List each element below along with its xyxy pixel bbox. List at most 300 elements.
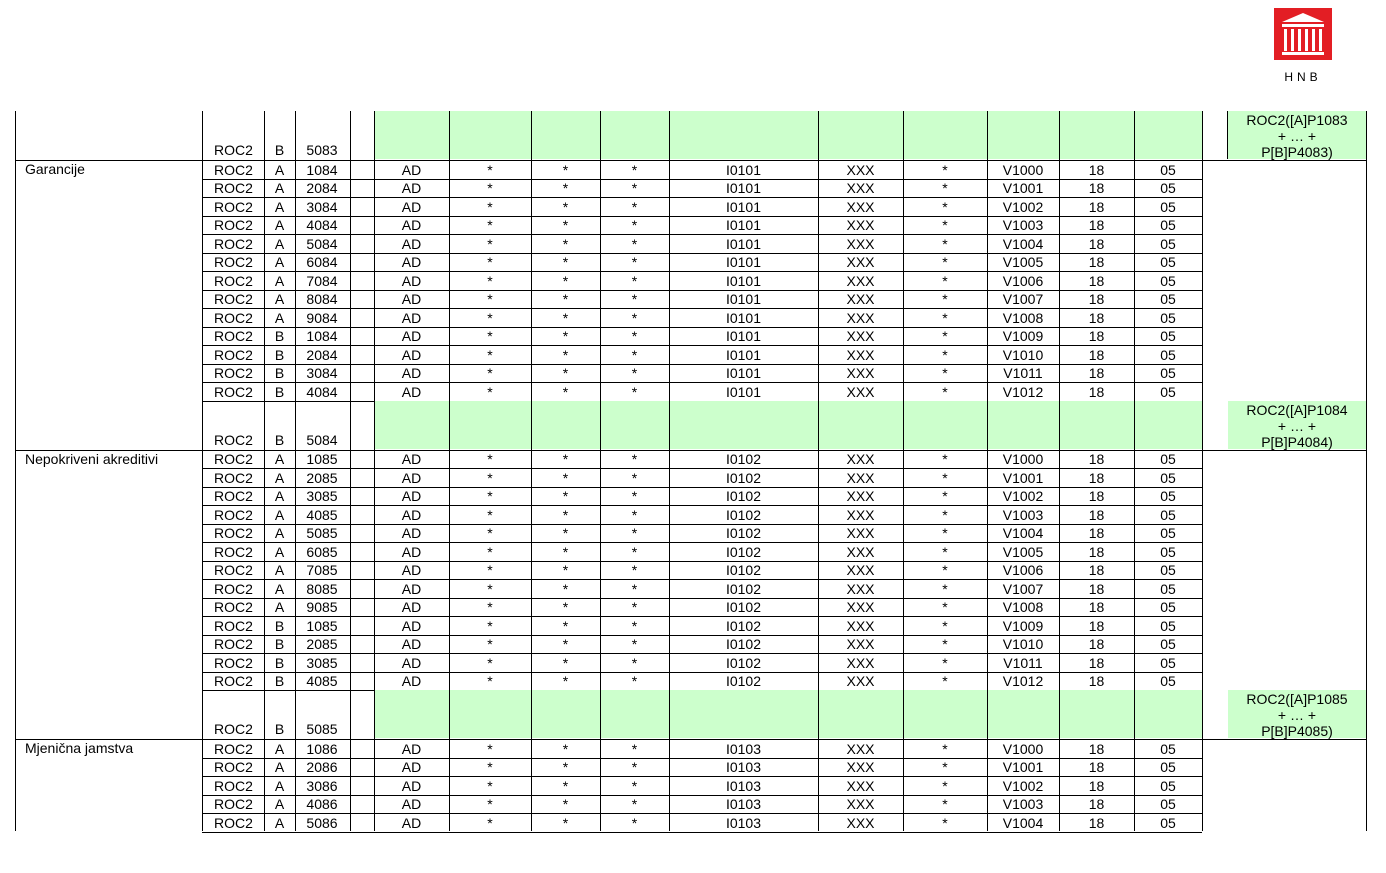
table-cell: AD [401, 796, 422, 812]
table-cell: * [631, 599, 638, 615]
table-cell: * [631, 636, 638, 652]
table-cell: * [631, 759, 638, 775]
table-cell: * [562, 328, 569, 344]
total-cell: 5085 [306, 721, 338, 737]
table-cell: ROC2 [214, 777, 253, 794]
table-cell: 05 [1160, 328, 1176, 344]
table-cell: 2084 [306, 346, 338, 363]
table-cell: XXX [846, 654, 875, 671]
table-cell: V1000 [1002, 740, 1044, 757]
table-cell: * [562, 254, 569, 270]
total-row-fill [375, 690, 1202, 738]
table-cell: 6084 [306, 254, 338, 270]
table-cell: * [631, 654, 638, 671]
table-cell: ROC2 [214, 346, 253, 363]
table-cell: ROC2 [214, 525, 253, 541]
table-cell: * [942, 796, 948, 812]
table-cell: * [562, 506, 569, 523]
table-cell: 3084 [306, 365, 338, 381]
table-cell: 3086 [306, 777, 338, 794]
table-cell: * [631, 309, 638, 326]
table-cell: AD [401, 777, 422, 794]
table-cell: * [487, 654, 493, 671]
table-cell: ROC2 [214, 198, 253, 215]
total-cell: ROC2 [214, 142, 253, 158]
table-cell: I0102 [725, 451, 762, 467]
table-cell: 05 [1160, 777, 1176, 794]
table-cell: * [942, 451, 948, 467]
table-cell: I0101 [725, 161, 762, 178]
table-cell: * [631, 580, 638, 597]
table-cell: ROC2 [214, 562, 253, 578]
table-cell: * [631, 543, 638, 560]
table-cell: I0102 [725, 580, 762, 597]
table-cell: ROC2 [214, 543, 253, 560]
table-cell: 8084 [306, 291, 338, 307]
table-cell: XXX [846, 599, 875, 615]
grid-vline [1366, 111, 1367, 831]
grid-vline [295, 111, 296, 831]
table-cell: 18 [1088, 328, 1105, 344]
table-cell: 4084 [306, 383, 338, 400]
row-divider [202, 832, 1202, 833]
table-cell: A [274, 777, 285, 794]
table-cell: 7084 [306, 272, 338, 289]
table-cell: * [631, 180, 638, 196]
logo-text: HNB [1284, 70, 1322, 84]
table-cell: * [631, 328, 638, 344]
table-cell: * [631, 814, 638, 831]
table-cell: V1008 [1002, 309, 1044, 326]
grid-vline [1202, 111, 1203, 831]
table-cell: 05 [1160, 180, 1176, 196]
table-cell: AD [401, 272, 422, 289]
table-cell: XXX [846, 759, 875, 775]
table-cell: * [562, 562, 569, 578]
table-cell: A [274, 291, 285, 307]
table-cell: AD [401, 599, 422, 615]
table-cell: I0102 [725, 654, 762, 671]
table-cell: 05 [1160, 525, 1176, 541]
table-cell: 1084 [306, 161, 338, 178]
table-cell: 9084 [306, 309, 338, 326]
table-cell: * [942, 272, 948, 289]
table-cell: AD [401, 254, 422, 270]
table-cell: A [274, 506, 285, 523]
table-cell: 2085 [306, 469, 338, 486]
grid-vline [15, 111, 16, 831]
table-cell: 05 [1160, 272, 1176, 289]
table-cell: * [562, 346, 569, 363]
table-cell: I0103 [725, 814, 762, 831]
table-cell: * [942, 759, 948, 775]
table-cell: I0101 [725, 198, 762, 215]
table-cell: I0102 [725, 562, 762, 578]
table-cell: * [487, 346, 493, 363]
table-cell: * [942, 543, 948, 560]
table-cell: * [487, 525, 493, 541]
table-cell: * [631, 506, 638, 523]
table-cell: A [274, 740, 285, 757]
table-cell: * [631, 346, 638, 363]
table-cell: 18 [1088, 383, 1105, 400]
table-cell: * [942, 488, 948, 504]
table-cell: ROC2 [214, 636, 253, 652]
table-cell: 3085 [306, 654, 338, 671]
table-cell: * [487, 673, 493, 689]
table-cell: V1004 [1002, 235, 1044, 252]
table-cell: XXX [846, 180, 875, 196]
table-cell: * [487, 617, 493, 634]
table-cell: A [274, 254, 285, 270]
table-cell: * [942, 654, 948, 671]
table-cell: * [631, 796, 638, 812]
table-cell: 18 [1088, 617, 1105, 634]
table-cell: XXX [846, 346, 875, 363]
table-cell: * [562, 654, 569, 671]
table-cell: * [942, 617, 948, 634]
section-label: Garancije [25, 161, 85, 177]
table-cell: * [562, 235, 569, 252]
total-cell: B [274, 721, 285, 737]
table-cell: V1001 [1002, 180, 1044, 196]
table-cell: I0103 [725, 777, 762, 794]
table-cell: A [274, 161, 285, 178]
table-cell: XXX [846, 796, 875, 812]
table-cell: 18 [1088, 365, 1105, 381]
table-cell: * [631, 383, 638, 400]
grid-vline [600, 111, 601, 831]
table-cell: I0101 [725, 254, 762, 270]
table-cell: I0101 [725, 309, 762, 326]
table-cell: A [274, 235, 285, 252]
table-cell: 18 [1088, 291, 1105, 307]
table-cell: 05 [1160, 814, 1176, 831]
table-cell: 18 [1088, 673, 1105, 689]
total-cell: 5083 [306, 142, 338, 158]
table-cell: A [274, 543, 285, 560]
table-cell: I0102 [725, 488, 762, 504]
table-cell: I0103 [725, 759, 762, 775]
table-cell: * [487, 365, 493, 381]
table-cell: 1084 [306, 328, 338, 344]
table-cell: * [631, 451, 638, 467]
table-cell: V1006 [1002, 272, 1044, 289]
table-cell: * [631, 217, 638, 233]
table-cell: XXX [846, 365, 875, 381]
grid-vline [1134, 111, 1135, 831]
table-cell: V1010 [1002, 346, 1044, 363]
table-cell: B [274, 636, 285, 652]
table-cell: XXX [846, 777, 875, 794]
total-formula-line: ROC2([A]P1085 [1246, 691, 1348, 707]
table-cell: AD [401, 161, 422, 178]
table-cell: * [562, 599, 569, 615]
table-cell: ROC2 [214, 328, 253, 344]
table-cell: 18 [1088, 346, 1105, 363]
table-cell: I0102 [725, 543, 762, 560]
table-cell: 18 [1088, 272, 1105, 289]
table-cell: * [631, 562, 638, 578]
table-cell: * [942, 562, 948, 578]
table-cell: AD [401, 488, 422, 504]
table-cell: * [487, 562, 493, 578]
total-cell: 5084 [306, 431, 338, 448]
table-cell: * [487, 254, 493, 270]
table-cell: * [487, 543, 493, 560]
table-cell: 4086 [306, 796, 338, 812]
table-cell: AD [401, 235, 422, 252]
table-cell: * [487, 759, 493, 775]
table-cell: AD [401, 759, 422, 775]
table-cell: * [487, 235, 493, 252]
total-cell: ROC2 [214, 431, 253, 448]
table-cell: ROC2 [214, 654, 253, 671]
table-cell: B [274, 617, 285, 634]
table-cell: XXX [846, 254, 875, 270]
table-cell: V1001 [1002, 759, 1044, 775]
table-cell: 18 [1088, 580, 1105, 597]
table-cell: V1000 [1002, 451, 1044, 467]
table-cell: I0102 [725, 506, 762, 523]
table-cell: A [274, 309, 285, 326]
table-cell: I0101 [725, 272, 762, 289]
table-cell: I0101 [725, 235, 762, 252]
table-cell: 05 [1160, 562, 1176, 578]
table-cell: * [942, 740, 948, 757]
table-cell: * [942, 673, 948, 689]
table-cell: 18 [1088, 796, 1105, 812]
table-cell: * [562, 759, 569, 775]
table-cell: ROC2 [214, 161, 253, 178]
table-cell: XXX [846, 235, 875, 252]
table-cell: V1003 [1002, 506, 1044, 523]
table-cell: ROC2 [214, 469, 253, 486]
table-cell: * [487, 740, 493, 757]
table-cell: * [562, 580, 569, 597]
table-cell: AD [401, 309, 422, 326]
table-cell: * [942, 525, 948, 541]
table-cell: 05 [1160, 235, 1176, 252]
table-cell: V1003 [1002, 217, 1044, 233]
table-cell: 18 [1088, 506, 1105, 523]
table-cell: * [487, 814, 493, 831]
table-cell: * [942, 580, 948, 597]
table-cell: ROC2 [214, 599, 253, 615]
table-cell: ROC2 [214, 740, 253, 757]
total-row-fill [375, 401, 1202, 449]
table-cell: 18 [1088, 777, 1105, 794]
table-cell: ROC2 [214, 451, 253, 467]
table-cell: * [562, 814, 569, 831]
table-cell: * [631, 617, 638, 634]
table-cell: 5086 [306, 814, 338, 831]
table-cell: * [562, 383, 569, 400]
table-cell: B [274, 673, 285, 689]
total-cell: ROC2 [214, 721, 253, 737]
table-cell: V1002 [1002, 777, 1044, 794]
table-cell: * [487, 272, 493, 289]
table-cell: 3085 [306, 488, 338, 504]
table-cell: XXX [846, 580, 875, 597]
table-cell: AD [401, 543, 422, 560]
table-cell: 18 [1088, 654, 1105, 671]
table-cell: 05 [1160, 580, 1176, 597]
table-cell: * [487, 796, 493, 812]
table-cell: * [562, 488, 569, 504]
table-cell: XXX [846, 469, 875, 486]
table-cell: AD [401, 740, 422, 757]
table-cell: * [942, 599, 948, 615]
table-cell: 18 [1088, 161, 1105, 178]
table-cell: ROC2 [214, 814, 253, 831]
table-cell: * [562, 796, 569, 812]
grid-vline [374, 111, 375, 831]
table-cell: XXX [846, 272, 875, 289]
table-cell: * [942, 365, 948, 381]
table-cell: 18 [1088, 759, 1105, 775]
table-cell: A [274, 599, 285, 615]
table-cell: * [942, 328, 948, 344]
table-cell: V1008 [1002, 599, 1044, 615]
table-cell: AD [401, 617, 422, 634]
table-cell: A [274, 759, 285, 775]
table-cell: * [487, 636, 493, 652]
table-cell: 4084 [306, 217, 338, 233]
table-cell: 05 [1160, 161, 1176, 178]
table-cell: * [942, 469, 948, 486]
grid-vline [350, 111, 351, 831]
table-cell: * [631, 254, 638, 270]
table-cell: 6085 [306, 543, 338, 560]
table-cell: * [631, 198, 638, 215]
table-cell: AD [401, 506, 422, 523]
table-cell: ROC2 [214, 272, 253, 289]
table-cell: * [942, 777, 948, 794]
table-cell: * [487, 469, 493, 486]
total-formula-line: ROC2([A]P1084 [1246, 401, 1348, 418]
table-cell: 05 [1160, 217, 1176, 233]
table-cell: 05 [1160, 198, 1176, 215]
table-cell: 05 [1160, 254, 1176, 270]
table-cell: 05 [1160, 365, 1176, 381]
table-cell: * [942, 254, 948, 270]
table-cell: 05 [1160, 740, 1176, 757]
table-cell: * [631, 469, 638, 486]
table-cell: A [274, 525, 285, 541]
table-cell: AD [401, 562, 422, 578]
table-cell: 05 [1160, 654, 1176, 671]
table-cell: * [631, 525, 638, 541]
table-cell: B [274, 346, 285, 363]
table-cell: * [631, 777, 638, 794]
table-cell: XXX [846, 506, 875, 523]
table-cell: V1005 [1002, 543, 1044, 560]
table-cell: * [487, 599, 493, 615]
table-cell: 05 [1160, 759, 1176, 775]
total-formula-line: + … + [1277, 417, 1317, 434]
table-cell: V1011 [1003, 654, 1043, 671]
table-cell: * [562, 217, 569, 233]
table-cell: B [274, 383, 285, 400]
table-cell: XXX [846, 636, 875, 652]
table-cell: V1002 [1002, 488, 1044, 504]
table-cell: 05 [1160, 291, 1176, 307]
total-formula-line: P[B]P4083) [1261, 144, 1333, 160]
table-cell: 8085 [306, 580, 338, 597]
table-cell: V1012 [1002, 383, 1044, 400]
table-cell: 1086 [306, 740, 338, 757]
grid-vline [1227, 111, 1228, 159]
table-cell: ROC2 [214, 365, 253, 381]
table-cell: * [942, 506, 948, 523]
table-cell: * [942, 814, 948, 831]
table-cell: V1002 [1002, 198, 1044, 215]
table-cell: * [942, 161, 948, 178]
table-cell: XXX [846, 814, 875, 831]
grid-vline [264, 111, 265, 831]
table-cell: * [942, 383, 948, 400]
table-cell: 18 [1088, 488, 1105, 504]
table-cell: ROC2 [214, 217, 253, 233]
table-cell: * [631, 365, 638, 381]
table-cell: AD [401, 451, 422, 467]
table-cell: 4085 [306, 506, 338, 523]
table-cell: * [487, 451, 493, 467]
total-formula-line: + … + [1277, 707, 1317, 723]
table-cell: ROC2 [214, 383, 253, 400]
table-cell: XXX [846, 291, 875, 307]
table-cell: A [274, 488, 285, 504]
table-cell: * [562, 636, 569, 652]
table-cell: 05 [1160, 488, 1176, 504]
table-cell: * [562, 365, 569, 381]
table-cell: * [942, 180, 948, 196]
table-cell: ROC2 [214, 673, 253, 689]
table-cell: ROC2 [214, 796, 253, 812]
table-cell: I0102 [725, 617, 762, 634]
table-cell: 18 [1088, 180, 1105, 196]
table-cell: A [274, 272, 285, 289]
table-cell: I0102 [725, 673, 762, 689]
total-cell: B [274, 431, 285, 448]
table-cell: I0101 [725, 328, 762, 344]
table-cell: 2085 [306, 636, 338, 652]
table-cell: AD [401, 654, 422, 671]
table-cell: A [274, 814, 285, 831]
table-cell: 18 [1088, 814, 1105, 831]
table-cell: V1007 [1002, 580, 1044, 597]
grid-vline [903, 111, 904, 831]
table-cell: B [274, 365, 285, 381]
table-cell: 05 [1160, 636, 1176, 652]
table-cell: 5085 [306, 525, 338, 541]
table-cell: * [562, 740, 569, 757]
table-cell: 7085 [306, 562, 338, 578]
total-formula-line: P[B]P4084) [1261, 433, 1333, 450]
table-cell: XXX [846, 740, 875, 757]
table-cell: I0101 [725, 383, 762, 400]
table-cell: A [274, 217, 285, 233]
table-cell: I0102 [725, 636, 762, 652]
table-cell: XXX [846, 673, 875, 689]
table-cell: 18 [1088, 740, 1105, 757]
table-cell: * [942, 309, 948, 326]
table-cell: * [487, 328, 493, 344]
table-cell: * [562, 309, 569, 326]
table-cell: 4085 [306, 673, 338, 689]
total-formula-line: + … + [1277, 128, 1317, 144]
